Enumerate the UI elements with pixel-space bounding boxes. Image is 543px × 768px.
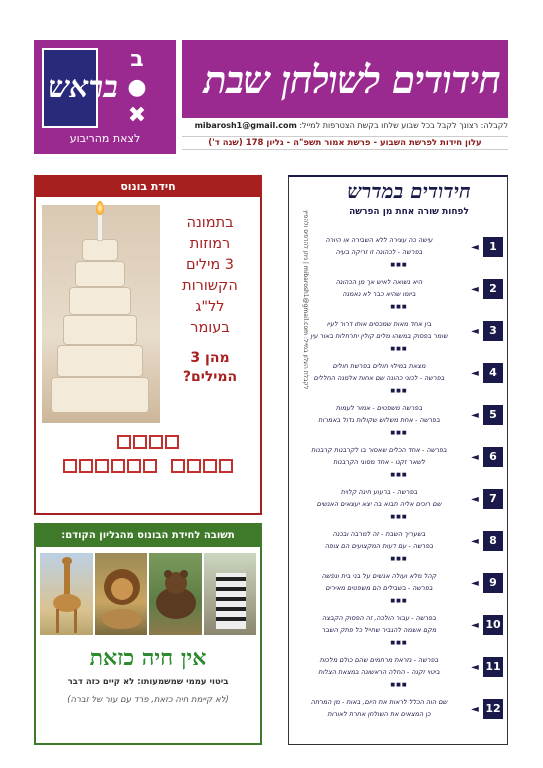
candle-stack-image xyxy=(42,205,160,423)
riddle-separator: ■■■ xyxy=(390,682,408,688)
riddle-line: שם רוכים אליה תבוא בה יצא יעצאים האנשים xyxy=(316,500,442,508)
arrow-left-icon: ◄ xyxy=(471,368,479,379)
riddle-text xyxy=(293,486,465,510)
riddle-item xyxy=(289,359,507,399)
riddle-line: היא נשואה לאיש אך מן הכהונה xyxy=(335,278,423,286)
arrow-left-icon: ◄ xyxy=(471,326,479,337)
answer-row-top xyxy=(36,435,260,449)
logo-glyphs xyxy=(106,46,168,132)
circle-icon: ● xyxy=(127,75,147,100)
riddles-subtitle: לפחות שורה אחת מן הפרשה xyxy=(349,207,469,217)
bonus-text-line: רמוזות xyxy=(189,236,231,252)
riddle-text xyxy=(293,318,465,342)
bonus-text-line: בעומר xyxy=(190,320,230,336)
previous-heading: תשובה לחידת הבונוס מהגליון הקודם: xyxy=(36,525,260,547)
riddle-line: בשעריך השבת - זה למרבה ובכנה xyxy=(332,530,426,538)
riddle-number: 10 xyxy=(483,615,503,635)
previous-answer xyxy=(34,523,262,745)
riddle-line: בין אחד מאות שמכסים אותו דרור לעיו xyxy=(326,320,432,328)
riddle-number: 4 xyxy=(483,363,503,383)
riddle-text xyxy=(293,444,465,468)
riddle-line: מצאת במילוי חולים בפרשת חולים xyxy=(332,362,426,370)
giraffe-image xyxy=(40,553,93,635)
previous-answer-note: (לא קיימת חיה כזאת, פרד עם עור של זברה) xyxy=(67,695,229,705)
riddle-line: בפרשה - לכוני כהונה שם אחות אלמנה החללים xyxy=(313,374,445,382)
logo-mark: בראש xyxy=(48,70,118,105)
riddle-item xyxy=(289,653,507,693)
letter-box[interactable] xyxy=(165,435,179,449)
riddle-line: בפרשה משפטים - אמור לעמות xyxy=(335,404,423,412)
riddle-line: בפרשה - עם דעות המקצועים הם צופה xyxy=(324,542,434,550)
stack-tier xyxy=(51,377,149,413)
riddles-title: חידודים במדרש xyxy=(347,179,471,203)
riddle-number: 1 xyxy=(483,237,503,257)
letter-box[interactable] xyxy=(203,459,217,473)
riddle-item xyxy=(289,527,507,567)
arrow-left-icon: ◄ xyxy=(471,704,479,715)
bonus-text-line: הקשורות xyxy=(182,278,238,294)
riddle-line: בפרשה - עבור הולכה, זה הפסוק הקבצה xyxy=(322,614,436,622)
riddle-item xyxy=(289,401,507,441)
riddle-number: 3 xyxy=(483,321,503,341)
riddle-line: בפרשה - אחת משלוש שקולות גדול באמרות xyxy=(318,416,440,424)
riddle-number: 5 xyxy=(483,405,503,425)
letter-box[interactable] xyxy=(127,459,141,473)
riddle-separator: ■■■ xyxy=(390,346,408,352)
riddle-number: 9 xyxy=(483,573,503,593)
riddle-line: בפרשה - בשבילים הם משפטים מאירים xyxy=(325,584,433,592)
answer-word xyxy=(171,459,233,473)
contact-line xyxy=(182,121,508,130)
bear-image xyxy=(149,553,202,635)
riddle-separator: ■■■ xyxy=(390,514,408,520)
riddle-line: ביומו שהיא כבר לא נאמנה xyxy=(342,290,416,298)
riddle-item xyxy=(289,569,507,609)
riddle-line: בפרשה - לכהונה זו זריקה בעיה xyxy=(335,248,423,256)
bonus-riddle xyxy=(34,175,262,515)
riddle-separator: ■■■ xyxy=(390,556,408,562)
riddle-line: קהל מלא ועולה אנשים על בני בית ונפשה xyxy=(321,572,437,580)
riddle-separator: ■■■ xyxy=(390,304,408,310)
arrow-left-icon: ◄ xyxy=(471,620,479,631)
letter-box[interactable] xyxy=(95,459,109,473)
arrow-left-icon: ◄ xyxy=(471,284,479,295)
side-text: לקבלת העלון במייל: mibarosh1@gmail.com | ניתן להדפיס ולהפיץ xyxy=(302,210,309,390)
riddle-text xyxy=(293,654,465,678)
riddle-number: 2 xyxy=(483,279,503,299)
riddle-line: בפרשה - אחד הכלים שאסור בו לקרבנות קרבנות xyxy=(311,446,447,454)
riddle-item xyxy=(289,611,507,651)
answer-row-bottom xyxy=(36,459,260,473)
riddle-line: מקם אשמה להגביר שחייל כל פתק השבר xyxy=(321,626,437,634)
answer-word xyxy=(117,435,179,449)
stack-tier xyxy=(75,261,125,287)
bonus-text-line: לל"ג xyxy=(195,299,225,315)
answer-boxes xyxy=(36,435,260,483)
logo-glyph: ב xyxy=(130,47,144,72)
letter-box[interactable] xyxy=(133,435,147,449)
bonus-question-line: המילים? xyxy=(182,369,238,385)
riddle-line: שם הוה הכלל לראות את היום, באות - מן המרחה xyxy=(310,698,448,706)
riddle-item xyxy=(289,443,507,483)
logo-square xyxy=(42,48,118,128)
riddle-number: 12 xyxy=(483,699,503,719)
stack-tier xyxy=(57,345,143,377)
riddle-item xyxy=(289,695,507,735)
arrow-left-icon: ◄ xyxy=(471,662,479,673)
logo xyxy=(34,40,176,154)
riddle-line: בפרשה - נזראת מרחמים שהם כולם מלכות xyxy=(319,656,439,664)
riddle-line: ביטוי זקנה - החלה הראשונה במצאת הצלות xyxy=(318,668,440,676)
riddle-item xyxy=(289,485,507,525)
contact-text: לקבלה: רצונך לקבל בכל שבוע שלחו בקשת הצטרפות למייל: xyxy=(299,121,508,130)
riddle-separator: ■■■ xyxy=(390,598,408,604)
riddle-number: 6 xyxy=(483,447,503,467)
letter-box[interactable] xyxy=(143,459,157,473)
riddle-separator: ■■■ xyxy=(390,388,408,394)
previous-answer-subtitle: ביטוי עממי שמשמעותו: לא קיים כזה דבר xyxy=(67,677,229,687)
contact-email[interactable]: mibarosh1@gmail.com xyxy=(194,121,297,130)
riddles-column xyxy=(288,175,508,745)
arrow-left-icon: ◄ xyxy=(471,242,479,253)
bonus-text-line: 3 מילים xyxy=(185,257,235,273)
letter-box[interactable] xyxy=(171,459,185,473)
riddle-line: עישה כה עצירה ללא השבירה או היורה xyxy=(325,236,433,244)
letter-box[interactable] xyxy=(187,459,201,473)
riddle-item xyxy=(289,317,507,357)
riddle-text xyxy=(293,360,465,384)
arrow-left-icon: ◄ xyxy=(471,452,479,463)
bonus-text-line: בתמונה xyxy=(186,215,234,231)
stack-tier xyxy=(63,315,137,345)
riddle-item xyxy=(289,275,507,315)
riddle-line: בפרשה - ברעוע חינה קלוית xyxy=(340,488,418,496)
riddle-text xyxy=(293,528,465,552)
stack-tier xyxy=(82,239,118,261)
bonus-question xyxy=(164,349,256,387)
riddle-number: 11 xyxy=(483,657,503,677)
bonus-question-line: מהן 3 xyxy=(190,350,230,366)
candle xyxy=(97,213,103,241)
riddle-line: לשאר זקנו - אחד מסוגי הקרבנות xyxy=(333,458,425,466)
letter-box[interactable] xyxy=(117,435,131,449)
riddle-text xyxy=(293,612,465,636)
letter-box[interactable] xyxy=(219,459,233,473)
arrow-left-icon: ◄ xyxy=(471,578,479,589)
letter-box[interactable] xyxy=(111,459,125,473)
animal-images xyxy=(40,553,256,635)
letter-box[interactable] xyxy=(149,435,163,449)
bonus-heading: חידת בונוס xyxy=(36,177,260,197)
riddle-line: שומר בפסוק במשהו מלים קולין יתרחלות באור עין xyxy=(310,332,448,340)
previous-answer-title: אין חיה כזאת xyxy=(89,645,207,671)
riddle-item xyxy=(289,233,507,273)
arrow-left-icon: ◄ xyxy=(471,494,479,505)
riddle-separator: ■■■ xyxy=(390,430,408,436)
letter-box[interactable] xyxy=(79,459,93,473)
riddle-number: 8 xyxy=(483,531,503,551)
masthead xyxy=(182,40,508,118)
stack-tier xyxy=(69,287,131,315)
riddle-number: 7 xyxy=(483,489,503,509)
riddle-text xyxy=(293,570,465,594)
logo-subtitle: לצאת מהריבוע xyxy=(69,132,141,145)
riddle-separator: ■■■ xyxy=(390,472,408,478)
lion-image xyxy=(95,553,148,635)
zebra-image xyxy=(204,553,257,635)
riddle-separator: ■■■ xyxy=(390,640,408,646)
riddle-separator: ■■■ xyxy=(390,262,408,268)
arrow-left-icon: ◄ xyxy=(471,410,479,421)
issue-line: עלון חידות לפרשת השבוע - פרשת אמור תשפ"ה - גליון 178 (שנה ד') xyxy=(182,136,508,150)
cross-icon: ✖ xyxy=(127,103,147,128)
riddle-text xyxy=(293,234,465,258)
riddle-text xyxy=(293,696,465,720)
arrow-left-icon: ◄ xyxy=(471,536,479,547)
bonus-text xyxy=(164,213,256,339)
letter-box[interactable] xyxy=(63,459,77,473)
answer-word xyxy=(63,459,157,473)
flame-icon xyxy=(96,201,104,215)
riddle-text xyxy=(293,276,465,300)
newsletter-title: חידודים לשולחן שבת xyxy=(203,57,500,102)
riddle-text xyxy=(293,402,465,426)
riddle-line: כן המצאים את השולחן אחרת לאורות xyxy=(327,710,431,718)
